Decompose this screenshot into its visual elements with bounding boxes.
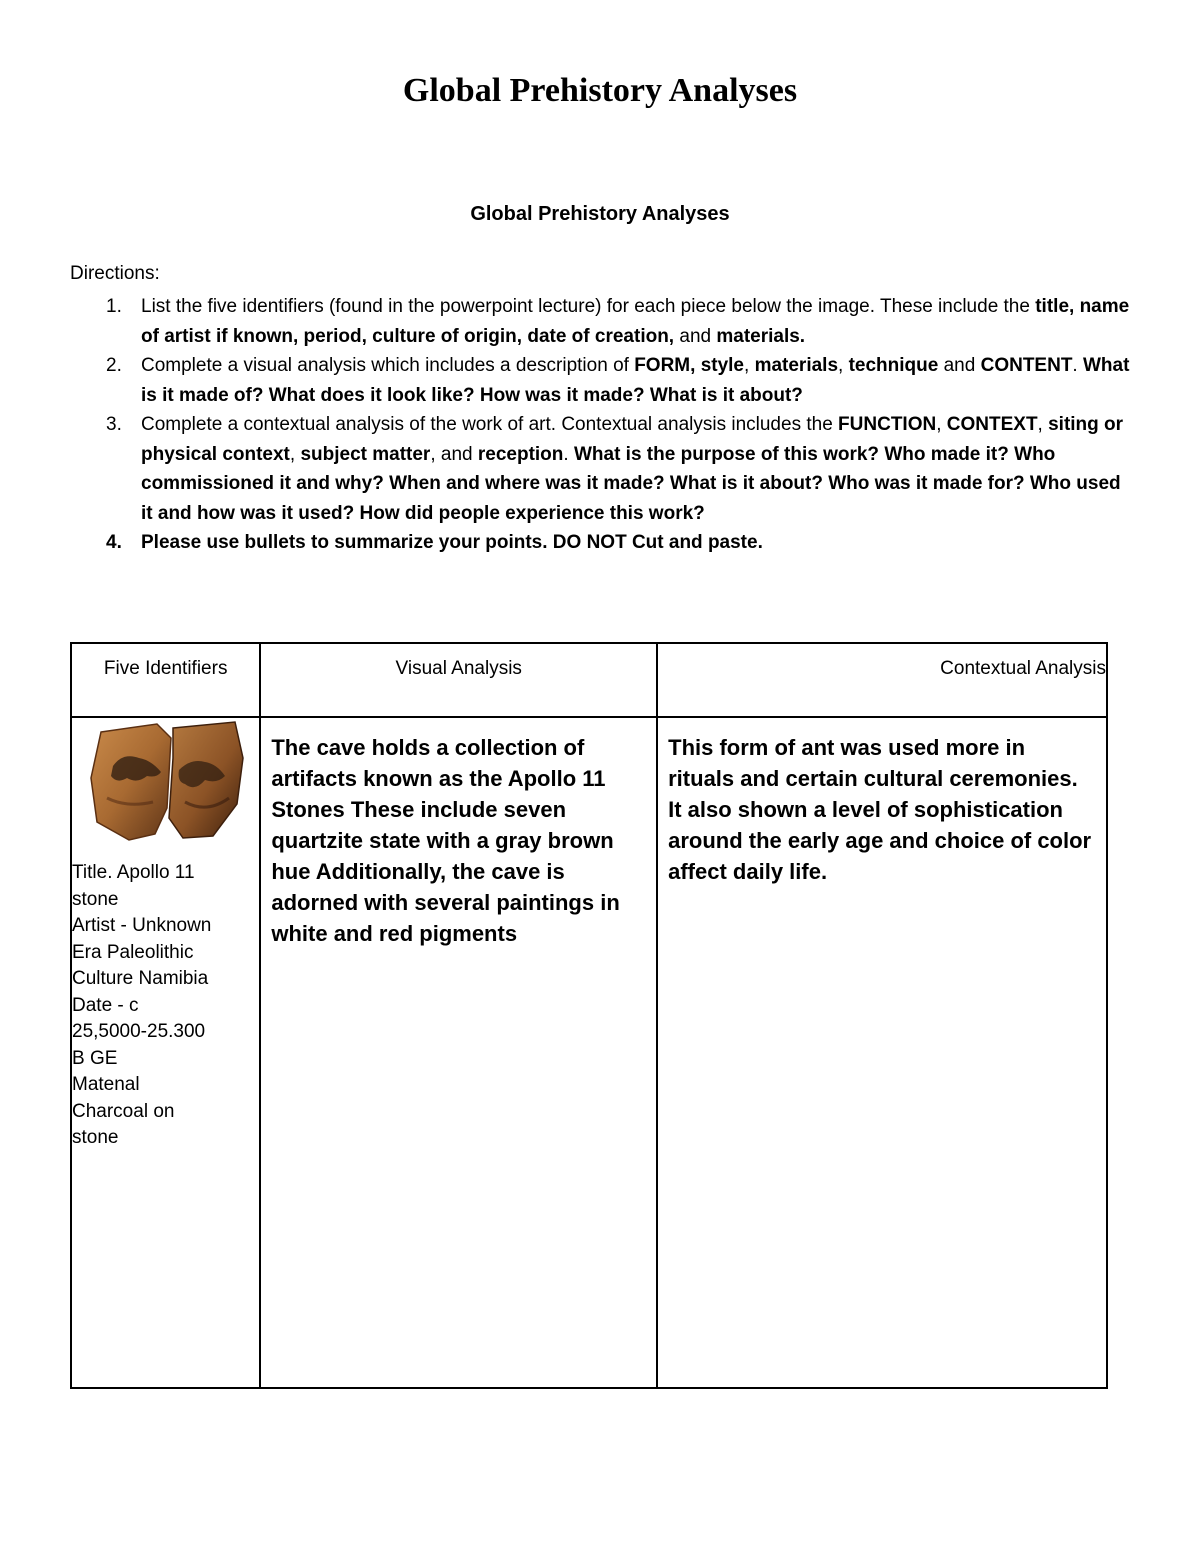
item-text-bold: Please use bullets to summarize your points. DO NOT Cut and paste.	[141, 532, 763, 553]
item-text-bold: reception	[477, 443, 564, 465]
item-number: 4.	[106, 532, 122, 553]
item-text-bold: FUNCTION	[838, 414, 937, 435]
item-text: Complete a contextual analysis of the work of art. Contextual analysis includes the	[141, 414, 839, 435]
identifiers-cell	[71, 717, 260, 1388]
item-text: .	[1072, 355, 1083, 376]
item-text-bold: siting or physical context	[141, 414, 1124, 465]
identifiers-text	[72, 860, 259, 1152]
identifier-line: Charcoal on	[72, 1100, 175, 1122]
header-five-identifiers: Five Identifiers	[71, 643, 260, 717]
item-text: ,	[289, 443, 301, 465]
item-text-bold: FORM, style	[634, 355, 745, 376]
identifier-line: Culture Namibia	[72, 968, 209, 989]
identifier-line: Date - c	[72, 994, 139, 1016]
section-title: Global Prehistory Analyses	[470, 203, 730, 225]
item-text-bold: materials	[754, 355, 839, 376]
visual-analysis-text: The cave holds a collection of artifacts known as the Apollo 11 Stones These include seven quartzite state with a gray brown hue Additionally, the cave is adorned with several paintings in white and red pigments	[271, 735, 620, 946]
identifier-line: 25,5000-25.300	[72, 1021, 206, 1042]
identifier-line: Title. Apollo 11	[72, 862, 195, 883]
identifier-line: stone	[72, 888, 119, 910]
stone-left	[91, 724, 171, 840]
item-number: 3.	[106, 414, 122, 435]
table-row	[71, 717, 1107, 1388]
contextual-analysis-cell	[657, 717, 1107, 1388]
item-text: ,	[838, 355, 849, 376]
directions-list	[106, 292, 1136, 558]
directions-item-1	[106, 292, 1136, 351]
header-contextual-analysis: Contextual Analysis	[657, 643, 1107, 717]
header-visual-analysis: Visual Analysis	[260, 643, 657, 717]
apollo-11-stones-image	[87, 718, 249, 844]
item-text: List the five identifiers (found in the powerpoint lecture) for each piece below the image. These include the	[141, 296, 1036, 317]
table-header-row	[71, 643, 1107, 717]
item-text-bold: title, name of artist if known, period, culture of origin, date of creation,	[141, 296, 1130, 347]
item-text-bold: materials.	[716, 325, 806, 347]
identifier-line: Artist - Unknown	[72, 915, 212, 936]
item-text-bold: CONTEXT	[946, 414, 1038, 435]
item-text: .	[563, 443, 574, 465]
item-number: 1.	[106, 296, 122, 317]
identifier-line: B GE	[72, 1047, 118, 1069]
item-text: and	[938, 355, 981, 376]
identifier-line: Matenal	[72, 1074, 140, 1095]
contextual-analysis-text: This form of ant was used more in rituals and certain cultural ceremonies. It also shown a level of sophistication around the early age and choice of color affect daily life.	[668, 735, 1092, 884]
item-text: ,	[744, 355, 755, 376]
item-text-bold: What is it made of? What does it look like? How was it made? What is it about?	[141, 355, 1130, 406]
item-text: ,	[1037, 414, 1049, 435]
item-text: ,	[936, 414, 947, 435]
item-text-bold: technique	[848, 355, 939, 376]
analysis-table	[70, 642, 1108, 1389]
visual-analysis-cell	[260, 717, 657, 1388]
directions-item-4	[106, 528, 1136, 558]
page-title: Global Prehistory Analyses	[402, 72, 798, 109]
item-number: 2.	[106, 355, 122, 376]
directions-item-3	[106, 410, 1136, 528]
directions-item-2	[106, 351, 1136, 410]
identifier-line: stone	[72, 1127, 119, 1148]
item-text: Complete a visual analysis which includes a description of	[141, 355, 635, 376]
item-text-bold: subject matter	[300, 443, 431, 465]
directions-label: Directions:	[70, 263, 160, 284]
identifier-line: Era Paleolithic	[72, 941, 194, 963]
item-text-bold: CONTENT	[980, 355, 1073, 376]
item-text: , and	[430, 443, 478, 465]
item-text-bold: What is the purpose of this work? Who made it? Who commissioned it and why? When and where was it made? What is it about? Who was it made for? Who used it and how was it used? How did people experience this work?	[141, 443, 1121, 524]
item-text: and	[674, 325, 717, 347]
